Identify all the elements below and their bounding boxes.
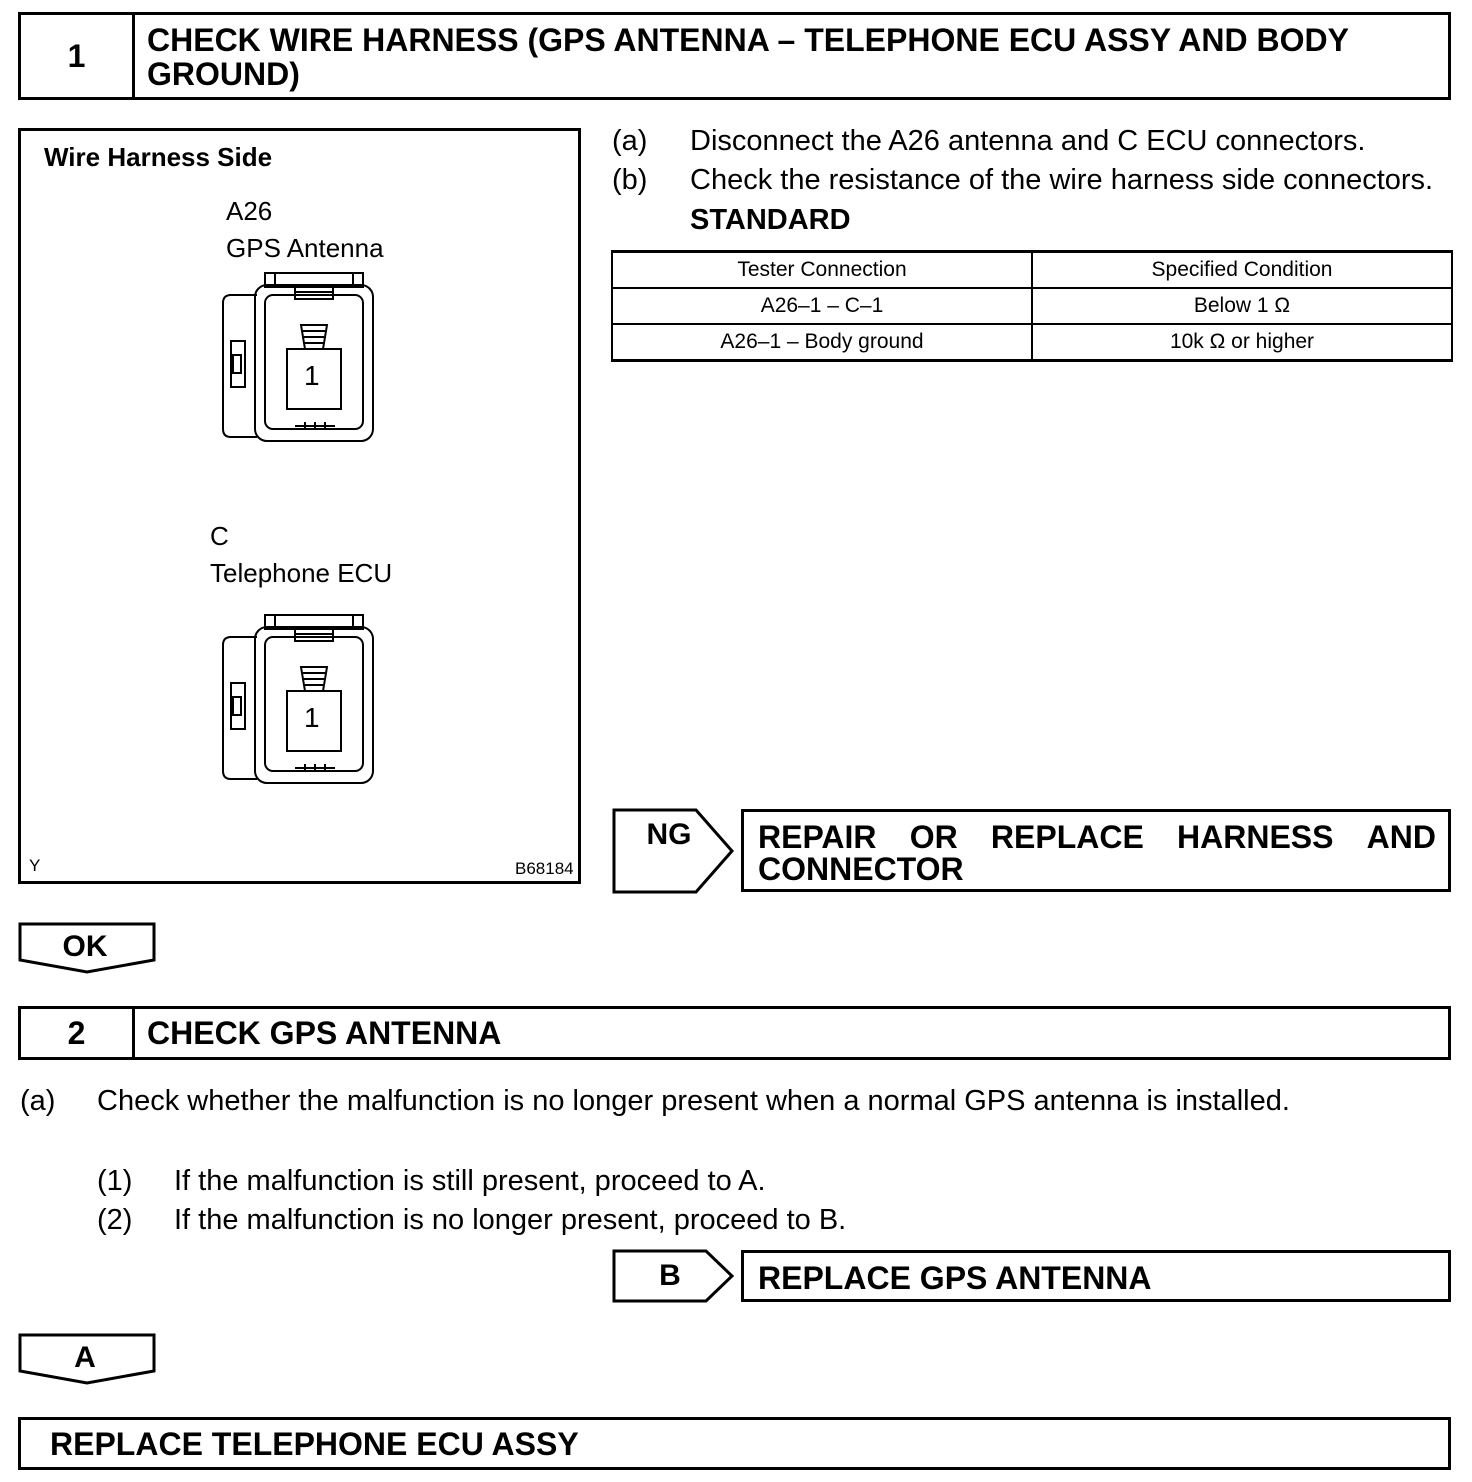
final-result-text: REPLACE TELEPHONE ECU ASSY: [50, 1426, 579, 1462]
ok-label: OK: [62, 930, 108, 963]
figure-title: Wire Harness Side: [44, 142, 273, 172]
spec-table: [611, 250, 1453, 362]
step-2-number: 2: [21, 1009, 135, 1057]
subitem-1-text: If the malfunction is still present, proceed to A.: [174, 1165, 766, 1197]
instruction-b-text: Check the resistance of the wire harness side connectors.: [690, 164, 1434, 196]
ng-word: HARNESS: [1177, 819, 1334, 855]
figure-id: B68184: [515, 859, 574, 878]
connector-c-label: [210, 518, 392, 592]
b-label: B: [659, 1259, 681, 1292]
subitem-2-text: If the malfunction is no longer present, proceed to B.: [174, 1204, 847, 1236]
spec-cell-condition: 10k Ω or higher: [1032, 324, 1452, 361]
connector-c-code: C: [210, 521, 229, 551]
connector-a26-name: GPS Antenna: [226, 233, 384, 263]
instruction-a-letter: (a): [612, 125, 648, 157]
b-result-text: REPLACE GPS ANTENNA: [758, 1260, 1152, 1296]
spec-table-header-row: [612, 252, 1452, 289]
subitem-1-number: (1): [97, 1165, 133, 1197]
spec-cell-connection: A26–1 – Body ground: [612, 324, 1032, 361]
step-1-title: CHECK WIRE HARNESS (GPS ANTENNA – TELEPHONE ECU ASSY AND BODY GROUND): [147, 22, 1349, 92]
step-2-instruction-text: Check whether the malfunction is no longer present when a normal GPS antenna is installed.: [97, 1085, 1290, 1117]
ng-result-line-2: CONNECTOR: [758, 851, 964, 887]
spec-table-row: [612, 288, 1452, 324]
ng-label: NG: [646, 818, 692, 851]
ng-word: REPAIR: [758, 819, 877, 855]
ng-word: REPLACE: [990, 819, 1144, 855]
spec-cell-condition: Below 1 Ω: [1032, 288, 1452, 324]
step-2-title: CHECK GPS ANTENNA: [147, 1015, 502, 1051]
gps-antenna-connector-icon: [219, 271, 381, 443]
connector-a26-code: A26: [226, 196, 273, 226]
spec-header-specified-condition: Specified Condition: [1032, 252, 1452, 289]
spec-table-row: [612, 324, 1452, 361]
step-2-instruction-letter: (a): [20, 1085, 56, 1117]
step-1-number: 1: [21, 15, 135, 97]
connector-figure: [18, 128, 581, 884]
spec-cell-connection: A26–1 – C–1: [612, 288, 1032, 324]
connector-a26-pin-1: 1: [304, 360, 320, 391]
step-2-header: [18, 1006, 1451, 1060]
connector-c-pin-1: 1: [304, 702, 320, 733]
spec-header-tester-connection: Tester Connection: [612, 252, 1032, 289]
connector-c-name: Telephone ECU: [210, 558, 393, 588]
ng-result-box: [741, 809, 1451, 892]
connector-a26-label: [226, 193, 384, 267]
ng-word: AND: [1366, 819, 1436, 855]
ng-result-line-1: [758, 821, 1436, 853]
figure-corner-code: Y: [29, 856, 41, 875]
step-1-header: [18, 12, 1451, 100]
instruction-a-text: Disconnect the A26 antenna and C ECU connectors.: [690, 125, 1366, 157]
final-result-box: [18, 1417, 1451, 1470]
instruction-b-letter: (b): [612, 164, 648, 196]
a-label: A: [74, 1341, 96, 1374]
subitem-2-number: (2): [97, 1204, 133, 1236]
b-result-box: [741, 1250, 1451, 1302]
telephone-ecu-connector-icon: [219, 613, 381, 785]
ng-word: OR: [909, 819, 958, 855]
standard-label: STANDARD: [690, 204, 851, 236]
